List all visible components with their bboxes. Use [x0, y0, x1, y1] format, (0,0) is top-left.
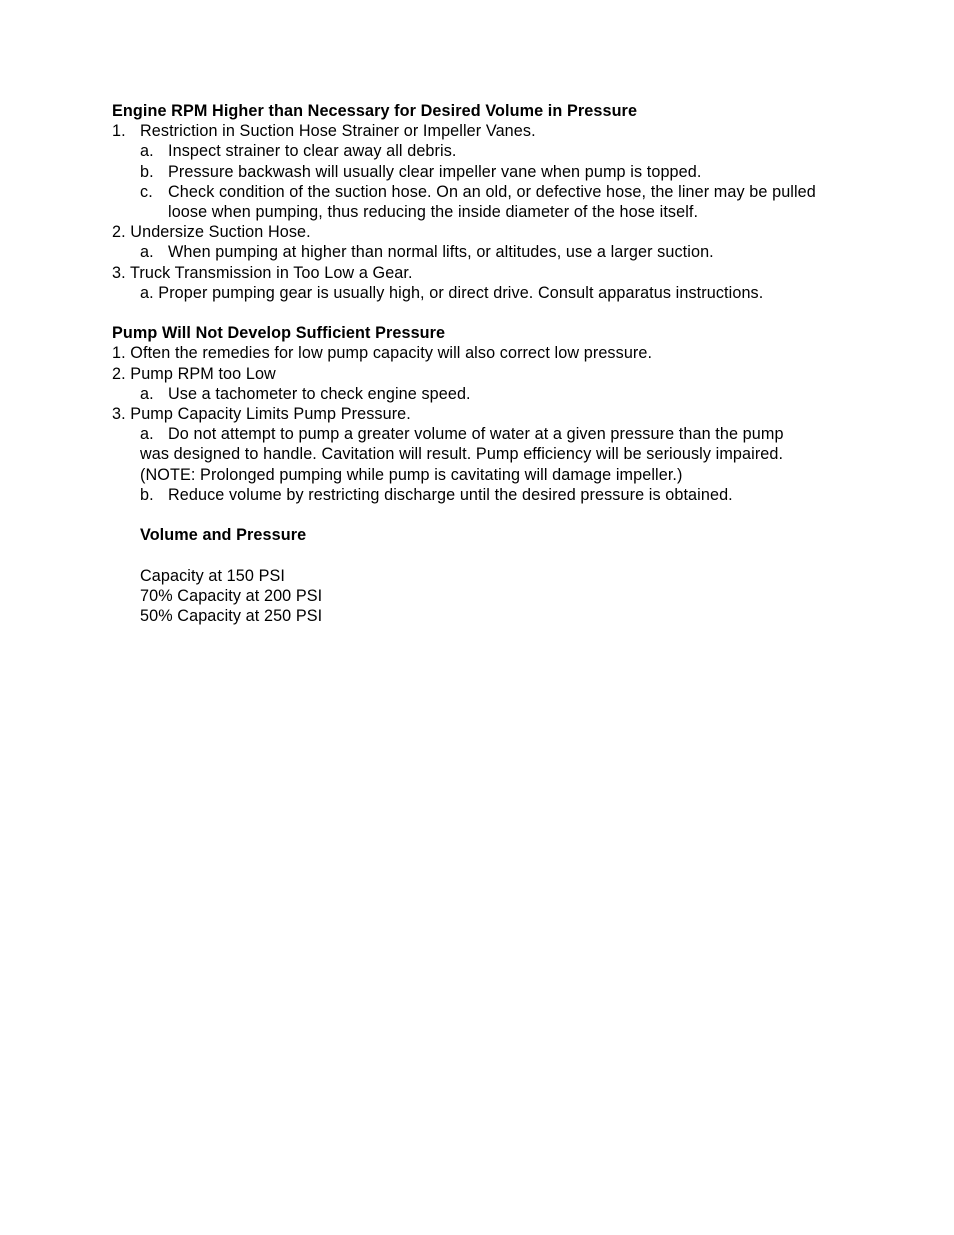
sub-item-note: (NOTE: Prolonged pumping while pump is cavitating will damage impeller.) [140, 465, 683, 484]
capacity-line-150: Capacity at 150 PSI [140, 566, 285, 585]
sub-item-pumping-gear: a. Proper pumping gear is usually high, or direct drive. Consult apparatus instructions. [140, 283, 764, 302]
sub-item-pressure-backwash [112, 162, 872, 182]
spacer [112, 303, 872, 323]
sub-item-larger-suction [112, 242, 872, 262]
sub-item-text: Pressure backwash will usually clear impeller vane when pump is topped. [168, 162, 702, 181]
volume-pressure-heading: Volume and Pressure [140, 526, 307, 545]
sub-item-letter: b. [140, 485, 154, 504]
list-item-pump-rpm-low: 2. Pump RPM too Low [112, 364, 276, 383]
document-page [112, 101, 872, 626]
sub-item-letter: a. [140, 384, 154, 403]
list-item-undersize-hose: 2. Undersize Suction Hose. [112, 223, 311, 242]
sub-item-letter: a. [140, 243, 154, 262]
list-item-capacity-limits: 3. Pump Capacity Limits Pump Pressure. [112, 405, 411, 424]
sub-item-tachometer [112, 384, 872, 404]
sub-item-inspect-strainer [112, 141, 872, 161]
sub-item-text: When pumping at higher than normal lifts, or altitudes, use a larger suction. [168, 243, 714, 262]
sub-item-reduce-volume [112, 485, 872, 505]
sub-item-text: Reduce volume by restricting discharge until the desired pressure is obtained. [168, 485, 733, 504]
sub-item-text-continued: was designed to handle. Cavitation will result. Pump efficiency will be seriously impaired. [140, 445, 784, 464]
list-item-remedies: 1. Often the remedies for low pump capacity will also correct low pressure. [112, 344, 653, 363]
list-item-text: Restriction in Suction Hose Strainer or Impeller Vanes. [140, 122, 536, 141]
list-item-restriction [112, 121, 872, 141]
sub-item-text: Check condition of the suction hose. On an old, or defective hose, the liner may be pulled loose when pumping, thus reducing the inside diameter of the hose itself. [168, 182, 816, 222]
sub-item-text: Inspect strainer to clear away all debris. [168, 142, 457, 161]
list-number: 1. [112, 122, 126, 141]
sub-item-letter: b. [140, 162, 154, 181]
sub-item-text: Do not attempt to pump a greater volume of water at a given pressure than the pump [168, 425, 784, 444]
sub-item-letter: a. [140, 425, 154, 444]
sub-item-letter: a. [140, 142, 154, 161]
capacity-line-200: 70% Capacity at 200 PSI [140, 586, 323, 605]
sub-item-check-hose [112, 182, 872, 222]
sub-item-letter: c. [140, 182, 153, 201]
spacer [112, 505, 872, 525]
capacity-line-250: 50% Capacity at 250 PSI [140, 607, 323, 626]
spacer [112, 545, 872, 565]
sub-item-do-not-attempt [112, 424, 872, 485]
list-item-truck-transmission: 3. Truck Transmission in Too Low a Gear. [112, 263, 413, 282]
section-heading-insufficient-pressure: Pump Will Not Develop Sufficient Pressure [112, 324, 446, 343]
section-heading-engine-rpm: Engine RPM Higher than Necessary for Desired Volume in Pressure [112, 102, 638, 120]
sub-item-text: Use a tachometer to check engine speed. [168, 384, 471, 403]
